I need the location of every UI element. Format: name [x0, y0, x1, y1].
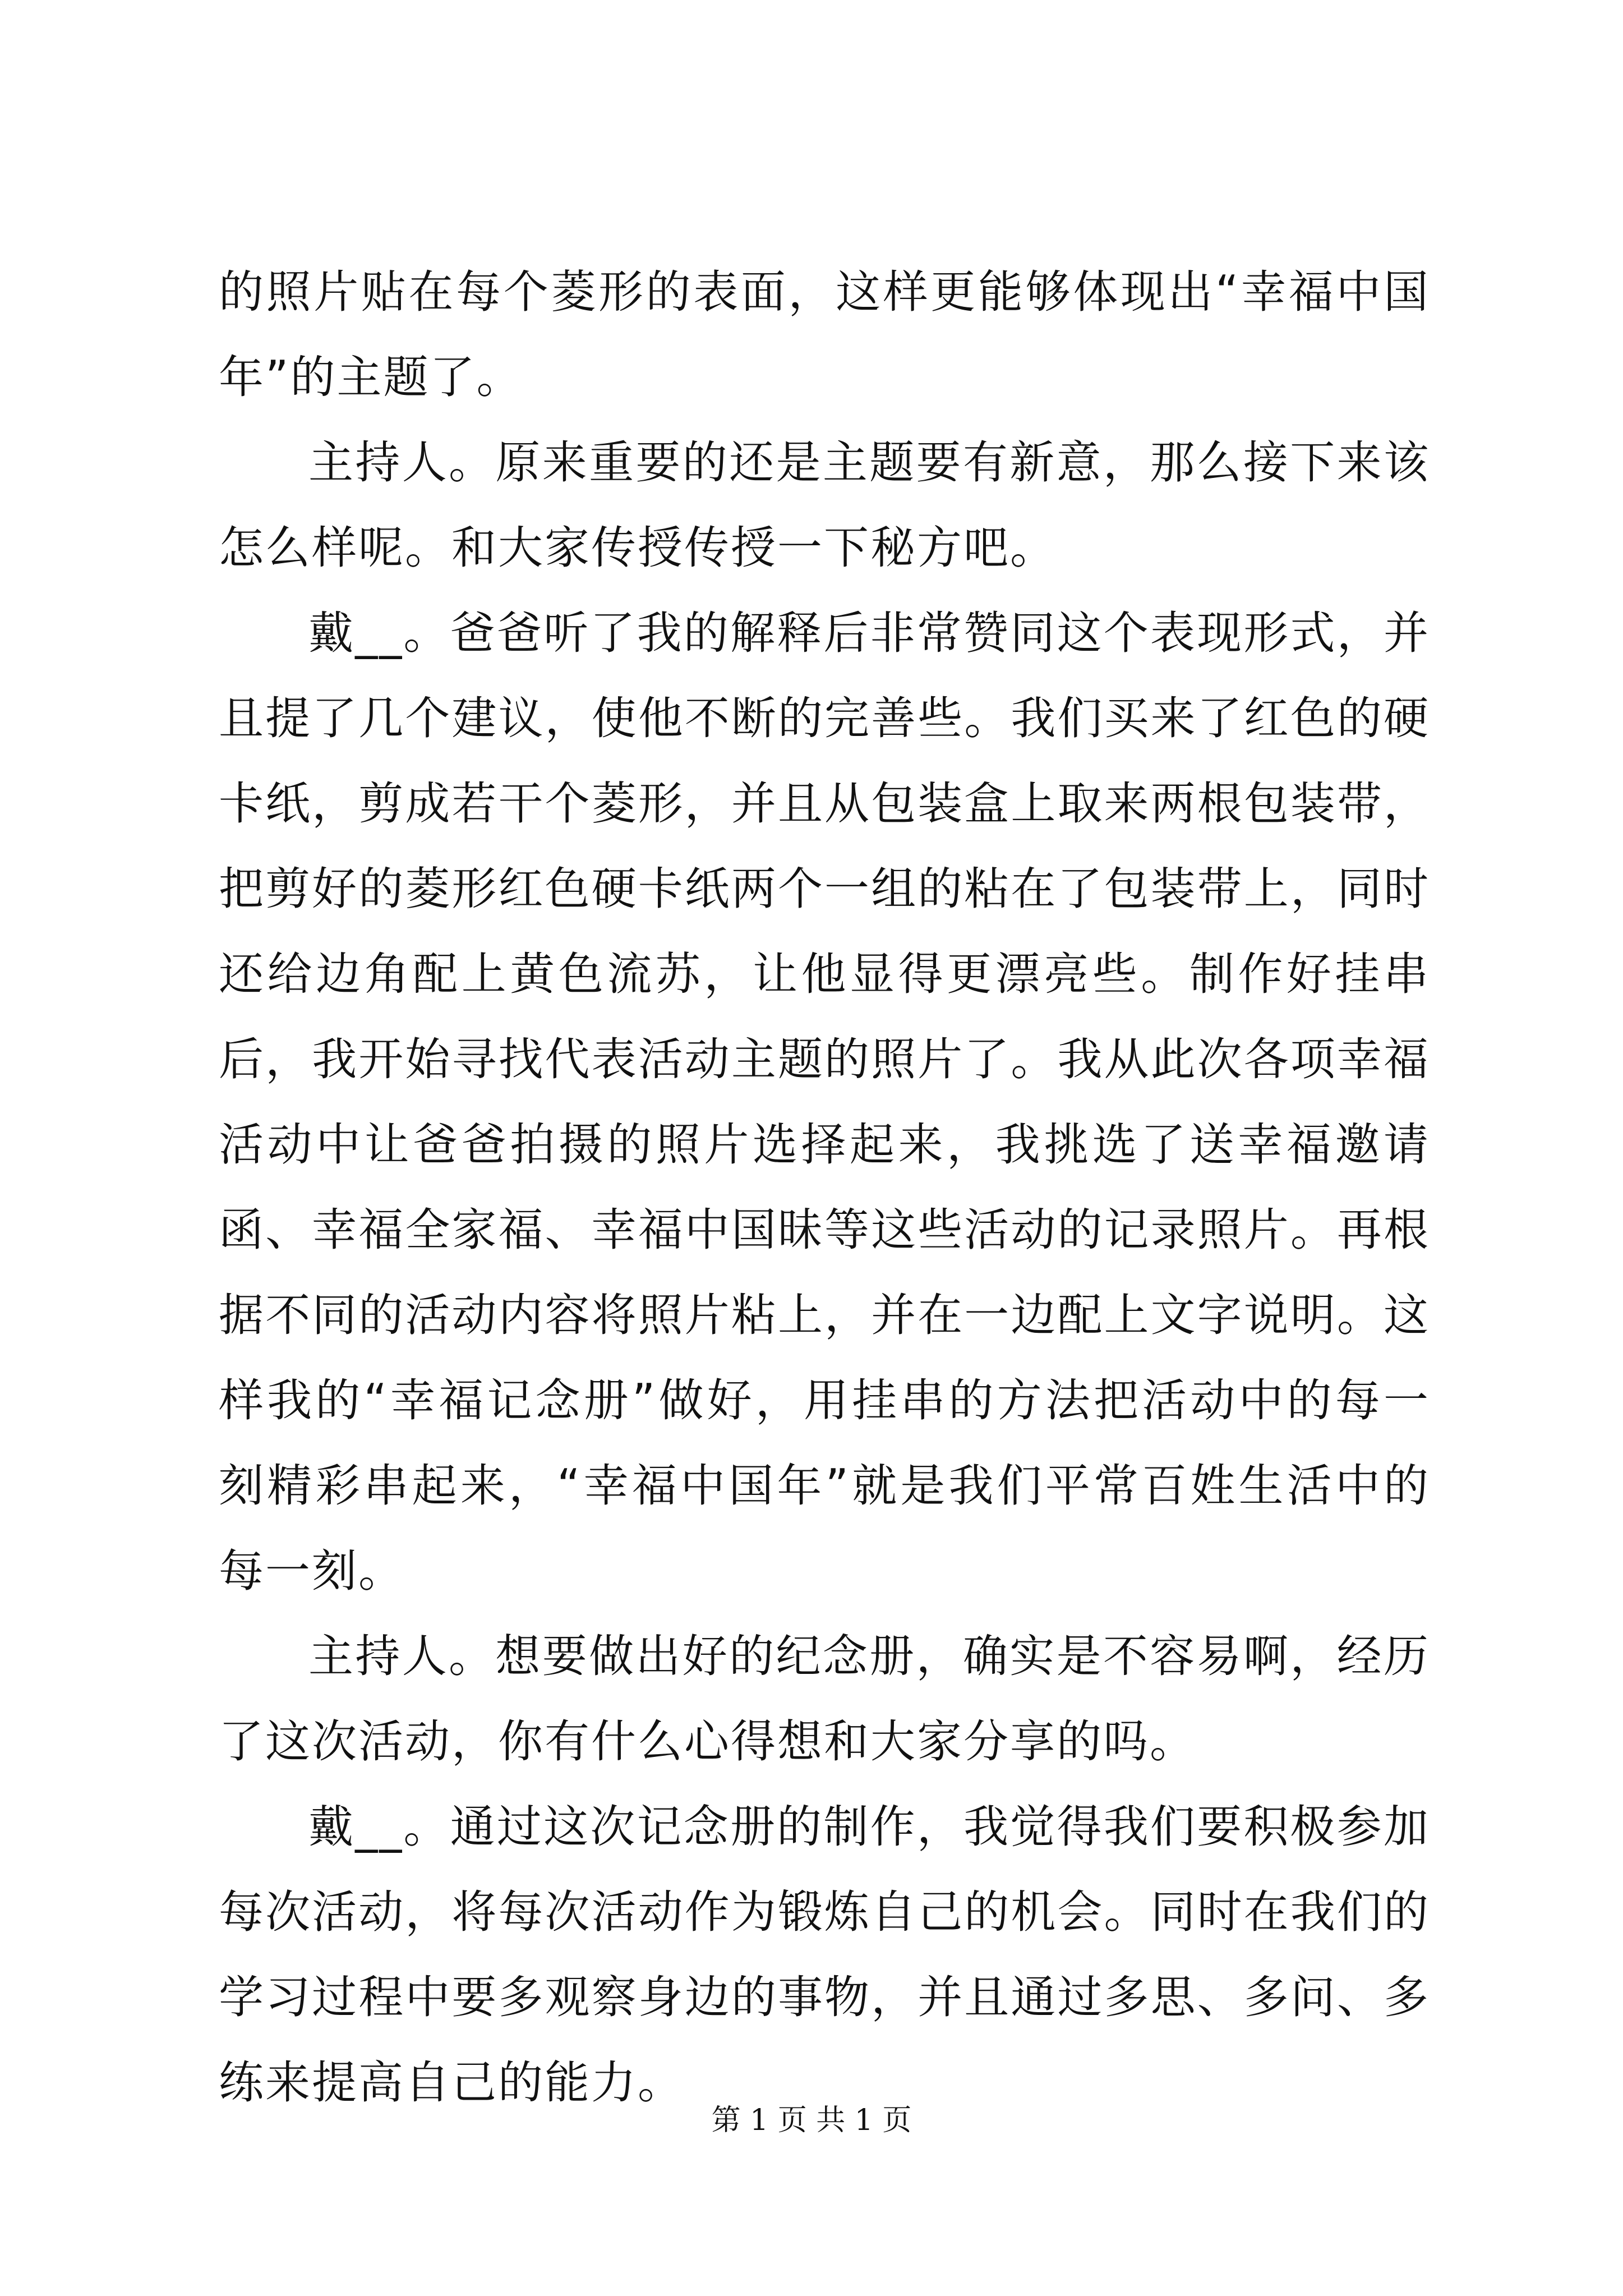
paragraph-3: 戴__。爸爸听了我的解释后非常赞同这个表现形式，并且提了几个建议，使他不断的完善些。我们买来了红色的硬卡纸，剪成若干个菱形，并且从包装盒上取来两根包装带，把剪好的菱形红色硬卡纸两个一组的粘在了包装带上，同时还给边角配上黄色流苏，让他显得更漂亮些。制作好挂串后，我开始寻找代表活动主题的照片了。我从此次各项幸福活动中让爸爸拍摄的照片选择起来，我挑选了送幸福邀请函、幸福全家福、幸福中国昧等这些活动的记录照片。再根据不同的活动内容将照片粘上，并在一边配上文字说明。这样我的“幸福记念册”做好，用挂串的方法把活动中的每一刻精彩串起来，“幸福中国年”就是我们平常百姓生活中的每一刻。: [219, 607, 1430, 1597]
paragraph-5: 戴__。通过这次记念册的制作，我觉得我们要积极参加每次活动，将每次活动作为锻炼自己的机会。同时在我们的学习过程中要多观察身边的事物，并且通过多思、多问、多练来提高自己的能力。: [219, 1801, 1430, 2109]
paragraph-4: 主持人。想要做出好的纪念册，确实是不容易啊，经历了这次活动，你有什么心得想和大家分享的吗。: [219, 1630, 1430, 1768]
paragraph-2: 主持人。原来重要的还是主题要有新意，那么接下来该怎么样呢。和大家传授传授一下秘方吧。: [219, 436, 1430, 574]
page-number-footer: 第 1 页 共 1 页: [711, 2104, 912, 2137]
document-body: [219, 250, 1430, 2125]
paragraph-1: 的照片贴在每个菱形的表面，这样更能够体现出“幸福中国年”的主题了。: [219, 266, 1430, 403]
